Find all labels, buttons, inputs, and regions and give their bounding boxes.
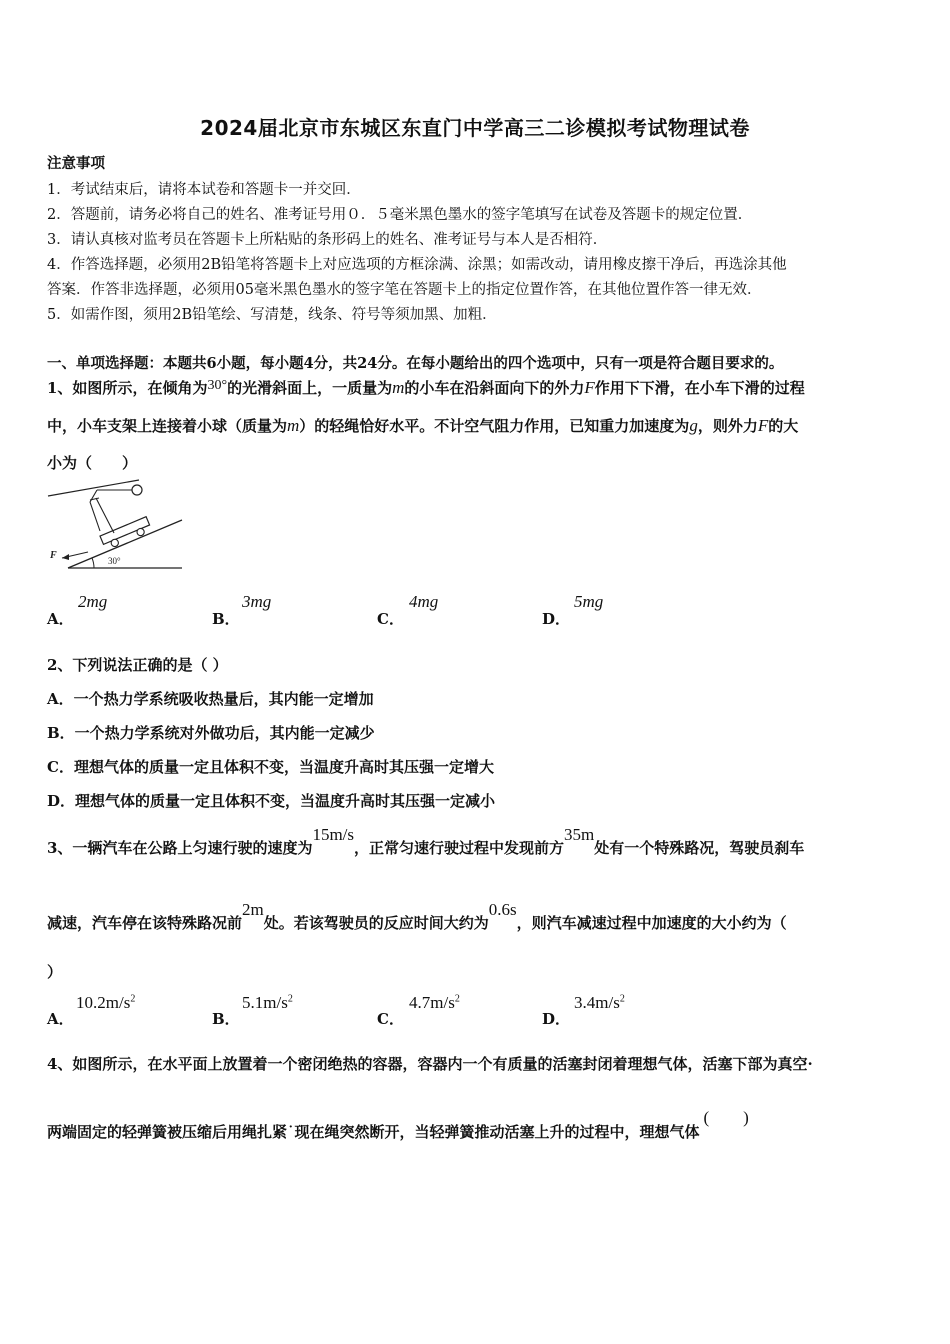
q3-option-c[interactable]: C． $4.7m/s^2$ <box>377 993 460 1028</box>
page-title: 2024届北京市东城区东直门中学高三二诊模拟考试物理试卷 <box>200 116 750 140</box>
force-arrow-head <box>62 554 69 560</box>
notice-item: 2．答题前，请务必将自己的姓名、准考证号用０．５毫米黑色墨水的签字笔填写在试卷及答题卡的规定位置． <box>47 207 753 223</box>
q1-option-c[interactable]: C． 4mg <box>377 592 439 628</box>
q3-option-a[interactable]: A． $10.2m/s^2$ <box>47 993 136 1028</box>
notice-item: 1．考试结束后，请将本试卷和答题卡一并交回． <box>47 182 361 198</box>
q4-line2: 两端固定的轻弹簧被压缩后用绳扎紧˙现在绳突然断开，当轻弹簧推动活塞上升的过程中，理想气体( ) <box>47 1108 749 1141</box>
q2-stem: 2、下列说法正确的是（ ） <box>47 656 228 674</box>
notice-item: 4．作答选择题，必须用2B铅笔将答题卡上对应选项的方框涂满、涂黑；如需改动，请用橡皮擦干净后，再选涂其他 <box>47 257 787 273</box>
notice-item: 5．如需作图，须用2B铅笔绘、写清楚，线条、符号等须加黑、加粗． <box>47 307 497 323</box>
notice-item: 3．请认真核对监考员在答题卡上所粘贴的条形码上的姓名、准考证号与本人是否相符． <box>47 232 608 248</box>
q3-line1: 3、一辆汽车在公路上匀速行驶的速度为15m/s，正常匀速行驶过程中发现前方35m处有一个特殊路况，驾驶员刹车 <box>47 825 805 857</box>
q2-option-b[interactable]: B．一个热力学系统对外做功后，其内能一定减少 <box>47 724 375 742</box>
q3-line2: 减速，汽车停在该特殊路况前2m处。若该驾驶员的反应时间大约为0.6s，则汽车减速过程中加速度的大小约为（ <box>47 900 787 932</box>
force-label: F <box>50 550 57 561</box>
notice-heading: 注意事项 <box>47 155 105 172</box>
incline-figure <box>44 478 190 574</box>
q1-option-a[interactable]: A． 2mg <box>47 592 108 628</box>
notice-item: 答案．作答非选择题，必须用05毫米黑色墨水的签字笔在答题卡上的指定位置作答，在其他位置作答一律无效． <box>47 282 762 298</box>
cart-support-rod <box>90 502 100 531</box>
q3-option-b[interactable]: B． $5.1m/s^2$ <box>212 993 293 1028</box>
ball <box>132 485 142 495</box>
q2-option-c[interactable]: C．理想气体的质量一定且体积不变，当温度升高时其压强一定增大 <box>47 758 494 776</box>
ceiling-line <box>48 480 139 496</box>
q3-option-d[interactable]: D． $3.4m/s^2$ <box>542 993 625 1028</box>
q2-option-d[interactable]: D．理想气体的质量一定且体积不变，当温度升高时其压强一定减小 <box>47 792 496 810</box>
q1-option-b[interactable]: B． 3mg <box>212 592 272 628</box>
q1-option-d[interactable]: D． 5mg <box>542 592 604 628</box>
q1-line2: 中，小车支架上连接着小球（质量为m）的轻绳恰好水平。不计空气阻力作用，已知重力加速度为g，则外力F的大 <box>47 416 799 435</box>
section-heading: 一、单项选择题：本题共6小题，每小题4分，共24分。在每小题给出的四个选项中，只有一项是符合题目要求的。 <box>47 355 784 372</box>
q3-line3: ） <box>47 963 63 981</box>
q2-option-a[interactable]: A．一个热力学系统吸收热量后，其内能一定增加 <box>47 690 374 708</box>
q1-line1: 1、如图所示，在倾角为30°的光滑斜面上，一质量为m的小车在沿斜面向下的外力F作用下下滑，在小车下滑的过程 <box>47 378 805 397</box>
q1-line3: 小为（ ） <box>47 454 138 472</box>
angle-label: 30° <box>108 556 121 566</box>
q4-line1: 4、如图所示，在水平面上放置着一个密闭绝热的容器，容器内一个有质量的活塞封闭着理想气体，活塞下部为真空· <box>47 1055 813 1073</box>
